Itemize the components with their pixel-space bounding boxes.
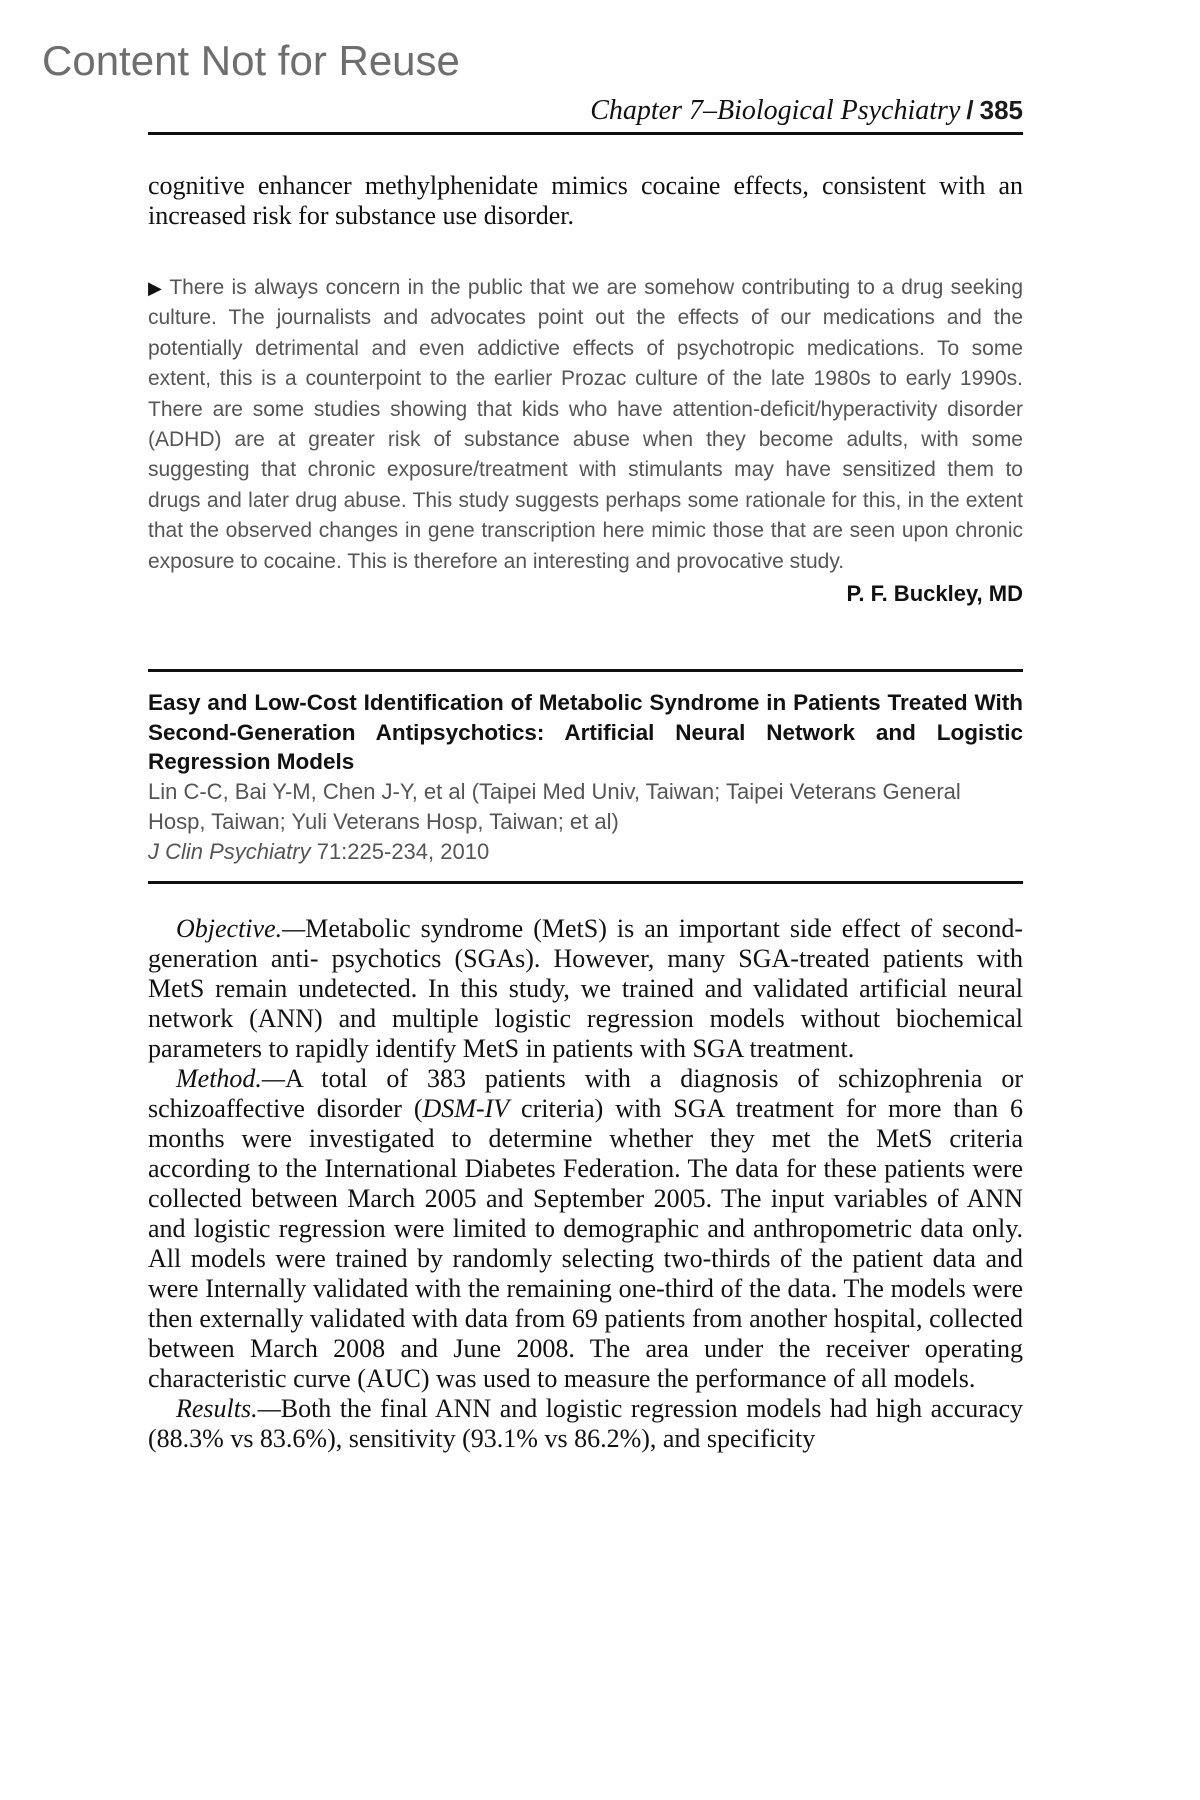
abstract-method <box>148 1064 1023 1394</box>
method-dsm: DSM-IV <box>422 1093 510 1123</box>
journal-reference: 71:225-234, 2010 <box>310 838 490 864</box>
article-title: Easy and Low-Cost Identification of Metabolic Syndrome in Patients Treated With Second-Generation Antipsychotics: Artificial Neural Network and Logistic Regression Models <box>148 690 1023 775</box>
abstract-objective <box>148 914 1023 1064</box>
document-page <box>148 90 1023 1454</box>
objective-text: Metabolic syndrome (MetS) is an important side effect of second-generation anti- psychotics (SGAs). However, many SGA-treated patients with MetS remain undetected. In this study, we trained and validated artificial neural network (ANN) and multiple logistic regression models without biochemical parameters to rapidly identify MetS in patients with SGA treatment. <box>148 913 1023 1063</box>
triangle-bullet-icon: ▶ <box>148 278 164 298</box>
running-head <box>148 90 1023 135</box>
commentary-text: There is always concern in the public that we are somehow contributing to a drug seeking culture. The journalists and advocates point out the effects of our medications and the potentially detrimental and even addictive effects of psychotropic medications. To some extent, this is a counterpoint to the earlier Prozac culture of the late 1980s to early 1990s. There are some studies showing that kids who have attention-deficit/hyperactivity disorder (ADHD) are at greater risk of substance abuse when they become adults, with some suggesting that chronic exposure/treatment with stimulants may have sensitized them to drugs and later drug abuse. This study suggests perhaps some rationale for this, in the extent that the observed changes in gene transcription here mimic those that are seen upon chronic exposure to cocaine. This is therefore an interesting and provocative study. <box>148 276 1024 573</box>
commentary-author: P. F. Buckley, MD <box>846 581 1023 607</box>
method-text-2: criteria) with SGA treatment for more than 6 months were investigated to determine whether they met the MetS criteria according to the International Diabetes Federation. The data for these patients were collected between March 2005 and September 2005. The input variables of ANN and logistic regression were limited to demographic and anthropometric data only. All models were trained by randomly selecting two-thirds of the patient data and were Internally validated with the remaining one-third of the data. The models were then externally validated with data from 69 patients from another hospital, collected between March 2008 and June 2008. The area under the receiver operating characteristic curve (AUC) was used to measure the performance of all models. <box>148 1093 1023 1393</box>
abstract-results <box>148 1394 1023 1454</box>
results-label: Results.— <box>176 1393 281 1423</box>
page-number: 385 <box>979 95 1023 125</box>
abstract-divider <box>148 881 1023 884</box>
watermark: Content Not for Reuse <box>42 37 460 84</box>
journal-citation <box>148 837 1023 867</box>
objective-label: Objective.— <box>176 913 306 943</box>
running-head-separator: / <box>966 95 974 125</box>
article-authors: Lin C-C, Bai Y-M, Chen J-Y, et al (Taipei Med Univ, Taiwan; Taipei Veterans General Hosp, Taiwan; Yuli Veterans Hosp, Taiwan; et al) <box>148 778 961 834</box>
chapter-title: Chapter 7–Biological Psychiatry <box>590 95 961 126</box>
continuation-paragraph: cognitive enhancer methylphenidate mimics cocaine effects, consistent with an increased risk for substance use disorder. <box>148 171 1023 230</box>
method-label: Method.— <box>176 1063 286 1093</box>
editorial-commentary <box>148 273 1023 577</box>
results-text: Both the final ANN and logistic regression models had high accuracy (88.3% vs 83.6%), sensitivity (93.1% vs 86.2%), and specificity <box>148 1393 1023 1453</box>
article-divider <box>148 669 1023 672</box>
method-text-1: A total of 383 patients with a diagnosis of schizophrenia or schizoaffective disorder ( <box>148 1063 1023 1123</box>
journal-name: J Clin Psychiatry <box>148 838 311 864</box>
abstract <box>148 914 1023 1454</box>
